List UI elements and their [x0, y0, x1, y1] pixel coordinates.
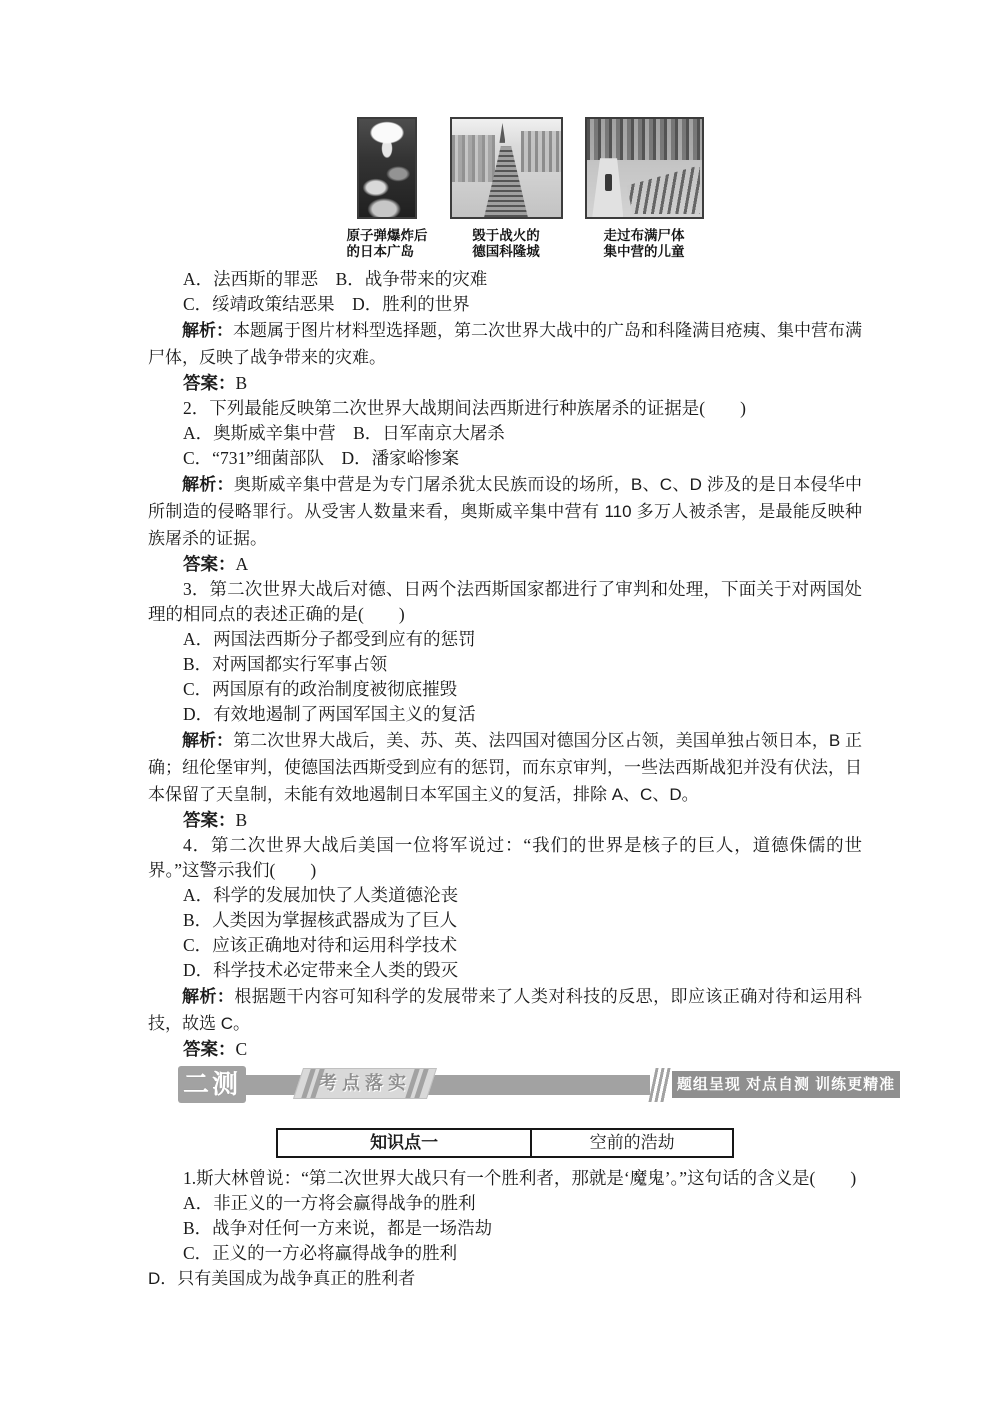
- analysis-label: 解析：: [182, 987, 235, 1006]
- analysis-text: 第二次世界大战后，美、苏、英、法四国对德国分区占领，美国单独占领日本，B 正确；纽伦堡审判，使德国法西斯受到应有的惩罚，而东京审判，一些法西斯战犯并没有伏法，日本保留了天皇制，未能有效地遏制日本军国主义的复活，排除 A、C、D。: [148, 731, 863, 804]
- banner-middle-label-box: [293, 1068, 437, 1099]
- photo-caption-cologne: [472, 228, 540, 260]
- photo-caption-hiroshima: [347, 228, 428, 260]
- q3-option-a: A．两国法西斯分子都受到应有的惩罚: [183, 629, 476, 649]
- q3-option-c: C．两国原有的政治制度被彻底摧毁: [183, 679, 458, 699]
- analysis-label: 解析：: [182, 321, 233, 340]
- q3-analysis: [148, 727, 862, 808]
- knowledge-point-table: [276, 1128, 734, 1158]
- q3-option-d: D．有效地遏制了两国军国主义的复活: [183, 704, 476, 724]
- caption-line: 的日本广岛: [346, 244, 414, 259]
- trees-texture: [587, 119, 702, 160]
- q4-analysis: [148, 983, 862, 1037]
- atomic-mushroom-cloud-photo: [357, 117, 417, 219]
- section-banner: [178, 1066, 896, 1106]
- photo-figure-hiroshima: [347, 117, 428, 260]
- q4-option-c: C．应该正确地对待和运用科学技术: [183, 935, 458, 955]
- caption-line: 德国科隆城: [472, 244, 540, 259]
- set2-q1-option-c: C．正义的一方必将赢得战争的胜利: [183, 1243, 458, 1263]
- caption-line: 走过布满尸体: [603, 228, 685, 243]
- caption-line: 原子弹爆炸后: [346, 228, 428, 243]
- question-2: 2．下列最能反映第二次世界大战期间法西斯进行种族屠杀的证据是( ): [183, 398, 746, 418]
- q2-analysis: [148, 471, 862, 552]
- caption-line: 集中营的儿童: [603, 244, 685, 259]
- analysis-label: 解析：: [182, 731, 234, 750]
- photo-strip: [188, 117, 862, 260]
- knowledge-point-title: 空前的浩劫: [589, 1133, 675, 1152]
- banner-divider-lines: [648, 1068, 671, 1102]
- analysis-text: 本题属于图片材料型选择题，第二次世界大战中的广岛和科隆满目疮痍、集中营布满尸体，反映了战争带来的灾难。: [148, 321, 862, 367]
- set2-q1-option-d: D．只有美国成为战争真正的胜利者: [148, 1269, 416, 1288]
- q3-answer: [183, 808, 862, 833]
- photo-caption-camp: [604, 228, 685, 260]
- answer-letter: C: [235, 1039, 248, 1059]
- q1-options-cd: C．绥靖政策结恶果 D．胜利的世界: [183, 294, 470, 314]
- analysis-text: 奥斯威辛集中营是为专门屠杀犹太民族而设的场所，B、C、D 涉及的是日本侵华中所制造的侵略罪行。从受害人数量来看，奥斯威辛集中营有 110 多万人被杀害，是最能反映种族屠杀的证据。: [148, 475, 863, 548]
- answer-label: 答案：: [183, 1039, 236, 1059]
- child-figure-shape: [605, 174, 612, 191]
- answer-label: 答案：: [183, 810, 236, 830]
- q1-analysis: [148, 317, 862, 371]
- analysis-label: 解析：: [182, 475, 234, 494]
- answer-letter: A: [235, 554, 249, 574]
- banner-middle-label: 考点落实: [319, 1073, 411, 1093]
- q1-answer: [183, 371, 862, 396]
- page-content: [148, 0, 896, 1291]
- corpses-texture: [627, 165, 701, 214]
- q4-answer: [183, 1037, 862, 1062]
- set2-question-1: 1.斯大林曾说：“第二次世界大战只有一个胜利者，那就是‘魔鬼’。”这句话的含义是( ): [183, 1168, 857, 1188]
- q4-option-b: B．人类因为掌握核武器成为了巨人: [183, 910, 458, 930]
- photo-figure-camp: [585, 117, 704, 260]
- q2-answer: [183, 552, 862, 577]
- q4-option-a: A．科学的发展加快了人类道德沦丧: [183, 885, 459, 905]
- q3-option-b: B．对两国都实行军事占领: [183, 654, 388, 674]
- buildings-right-texture: [521, 131, 560, 172]
- banner-right-label: 题组呈现 对点自测 训练更精准: [672, 1071, 900, 1098]
- answer-label: 答案：: [183, 554, 236, 574]
- section-badge: 二测: [178, 1066, 246, 1103]
- q2-options-cd: C．“731”细菌部队 D．潘家峪惨案: [183, 448, 460, 468]
- cathedral-spire-shape: [499, 123, 505, 143]
- answer-letter: B: [235, 810, 248, 830]
- set2-q1-option-a: A．非正义的一方将会赢得战争的胜利: [183, 1193, 476, 1213]
- caption-line: 毁于战火的: [472, 228, 540, 243]
- question-4: 4．第二次世界大战后美国一位将军说过：“我们的世界是核子的巨人，道德侏儒的世界。”这警示我们( ): [148, 835, 862, 880]
- q1-options-ab: A．法西斯的罪恶 B．战争带来的灾难: [183, 269, 488, 289]
- analysis-text: 根据题干内容可知科学的发展带来了人类对科技的反思，即应该正确对待和运用科技，故选 C。: [148, 987, 862, 1033]
- knowledge-point-label: 知识点一: [278, 1130, 532, 1156]
- q2-options-ab: A．奥斯威辛集中营 B．日军南京大屠杀: [183, 423, 505, 443]
- answer-label: 答案：: [183, 373, 236, 393]
- camp-corpses-child-photo: [585, 117, 704, 219]
- buildings-left-texture: [452, 135, 496, 182]
- photo-figure-cologne: [450, 117, 563, 260]
- q4-option-d: D．科学技术必定带来全人类的毁灭: [183, 960, 459, 980]
- question-3: 3．第二次世界大战后对德、日两个法西斯国家都进行了审判和处理，下面关于对两国处理的相同点的表述正确的是( ): [148, 579, 862, 624]
- answer-letter: B: [235, 373, 248, 393]
- ruined-cologne-street-photo: [450, 117, 563, 219]
- set2-q1-option-b: B．战争对任何一方来说，都是一场浩劫: [183, 1218, 493, 1238]
